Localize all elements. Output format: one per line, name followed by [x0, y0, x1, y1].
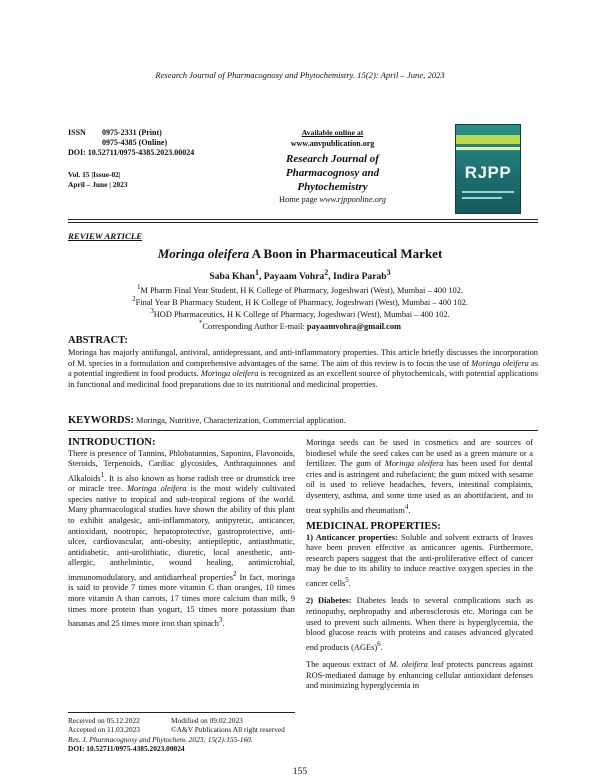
abstract-part: as a potential ingredient in food products.	[68, 358, 538, 379]
page-number: 155	[292, 766, 308, 777]
issn-label: ISSN	[68, 128, 86, 137]
intro-part: There is presence of Tannins, Phlobatannins, Saponins, Flavonoids, Steroids, Terpenoids, Cardiac glycosides, Anthraquinones and Alkaloids	[68, 448, 295, 483]
keywords	[68, 415, 538, 426]
publisher-site-link[interactable]: www.anvpublication.org	[290, 139, 375, 148]
intro-part: . It is also known as horse radish tree or drumstick tree or miracle tree.	[68, 473, 295, 494]
citation-sup: 5	[345, 575, 349, 584]
corresponding-sup: *	[198, 319, 203, 327]
introduction-heading: INTRODUCTION:	[68, 437, 156, 448]
volume-period: April – June | 2023	[68, 179, 128, 189]
corresponding-author	[0, 318, 600, 332]
keywords-text: Moringa, Nutritive, Characterization, Commercial application.	[133, 416, 346, 425]
citation-sup: 3	[218, 616, 223, 625]
volume-issue: Vol. 15 |Issue-02|	[68, 170, 121, 179]
affiliation-text: Final Year B Pharmacy Student, H K College of Pharmacy, Jogeshwari (West), Mumbai – 400 102.	[135, 297, 468, 307]
rights-notice: ©A&V Publications All right reserved	[171, 725, 285, 735]
diabetes-end: .	[380, 642, 383, 652]
diabetes-label: 2) Diabetes:	[306, 596, 352, 606]
extract-part: The aqueous extract of	[306, 660, 390, 670]
uses-part: has been used for dental cries and is astringent and rubefacient; the gum mixed with sesame oil is used to relieve headaches, fevers, intestinal complaints, dysentery, asthma, and some time used as an abortifacient, and to treat syphilis and rheumatism	[306, 459, 533, 515]
abstract-italic: Moringa oleifera	[200, 369, 259, 379]
citation-sup: 1	[100, 470, 105, 479]
masthead	[255, 128, 410, 205]
running-head: Research Journal of Pharmacognosy and Phytochemistry. 15(2): April – June, 2023	[155, 70, 445, 80]
article-history	[68, 716, 295, 754]
journal-name-line2: Pharmacognosy and Phytochemistry	[285, 167, 380, 193]
issn-block	[68, 128, 194, 158]
available-online-link[interactable]: Available online at	[301, 128, 364, 137]
history-row	[68, 716, 295, 725]
extract-part: leaf protects pancreas against ROS-mediated damage by enhancing cellular antioxidant defenses and minimizing hyperglycemia in	[306, 660, 533, 691]
abstract-part: Moringa has majorly antifungal, antiviral, antidepressant, and anti-inflammatory properties. This article briefly discusses the incorporation of M. species in a formulation and comprehensive advantages of the same. The aim of this review is to focus the use of	[68, 348, 538, 368]
author-name: Saba Khan	[209, 271, 255, 283]
abstract-part: is recognized as an excellent source of phytochemicals, with potential applications in functional and medicinal food preparations due to its nutritional and medicinal properties.	[68, 369, 538, 389]
cover-strip-short	[462, 197, 502, 199]
column-right	[306, 438, 533, 692]
anticancer-paragraph	[306, 533, 533, 590]
uses-part: .	[408, 505, 411, 515]
issn-online: 0975-4385 (Online)	[102, 138, 168, 147]
author-name: Indira Parab	[333, 271, 387, 283]
home-page	[255, 194, 410, 205]
accepted-date: Accepted on 11.03.2023	[68, 725, 140, 735]
keywords-divider	[68, 430, 538, 431]
journal-cover-image	[455, 124, 521, 214]
header-divider-bottom	[68, 222, 538, 223]
cover-band-thin	[456, 147, 520, 150]
abstract-text	[68, 348, 538, 390]
keywords-heading: KEYWORDS:	[68, 415, 134, 426]
article-type: REVIEW ARTICLE	[68, 231, 143, 241]
footer-divider	[68, 712, 295, 713]
uses-paragraph	[306, 438, 533, 516]
anticancer-label: 1) Anticancer properties:	[306, 532, 398, 542]
journal-name	[255, 152, 410, 194]
citation-line: Res. J. Pharmacognosy and Phytochem. 2023; 15(2):155-160.	[68, 734, 253, 744]
authors: Saba Khan$^1$, Payaam Vohra$^2$, Indira Parab$^3$	[209, 268, 391, 283]
medicinal-properties-heading: MEDICINAL PROPERTIES:	[306, 520, 441, 532]
modified-date: Modified on 09.02.2023	[171, 716, 243, 725]
intro-part: .	[222, 618, 225, 628]
home-url-link[interactable]: www.rjpponline.org	[319, 195, 386, 204]
abstract-heading: ABSTRACT:	[68, 335, 128, 346]
corresponding-label: Corresponding Author E-mail:	[202, 321, 307, 331]
citation-sup: 6	[377, 639, 381, 648]
affiliation-text: M Pharm Final Year Student, H K College of Pharmacy, Jogeshwari (West), Mumbai – 400 102.	[140, 285, 464, 295]
affiliation-sup: 1	[136, 283, 141, 291]
citation-sup: 2	[232, 569, 237, 578]
author-sup: 2	[324, 268, 329, 277]
intro-italic: Moringa oleifera	[127, 484, 187, 494]
aqueous-extract-paragraph	[306, 660, 533, 692]
cover-band	[456, 135, 520, 144]
anticancer-text: Soluble and solvent extracts of leaves have been proven effective as anticancer agents. Furthermore, research papers suggest that the anti-proliferative effect of cancer may be due to its ability to induce reactive oxygen species in the cancer cells	[306, 532, 533, 588]
title-rest: A Boon in Pharmaceutical Market	[249, 246, 443, 261]
author-name: Payaam Vohra	[263, 271, 325, 283]
extract-italic: M. oleifera	[389, 660, 428, 670]
abstract-italic: Moringa oleifera	[471, 358, 529, 368]
received-date: Received on 05.12.2022	[68, 716, 140, 725]
footer-doi: DOI: 10.52711/0975-4385.2023.00024	[68, 744, 185, 754]
diabetes-text: Diabetes leads to several complications such as retinopathy, nephropathy and atherosclerosis etc. Moringa can be used to prevent such ailments. When there is hyperglycemia, the blood glucose reacts with proteins and causes advanced glycated end products (AGEs)	[306, 596, 533, 652]
uses-italic: Moringa oleifera	[384, 459, 444, 469]
article-title	[0, 246, 600, 262]
uses-part: Moringa seeds can be used in cosmetics and are sources of biodiesel while the seed cakes can be used as a green manure or a fertilizer. The gum of	[306, 438, 533, 469]
home-label: Home page	[278, 195, 320, 204]
corresponding-email-link[interactable]: payaamvohra@gmail.com	[306, 321, 402, 331]
affiliation-sup: 3	[150, 307, 154, 315]
author-sup: 3	[386, 268, 391, 277]
history-row	[68, 725, 295, 734]
diabetes-paragraph	[306, 596, 533, 653]
intro-part: is the most widely cultivated species native to tropical and sub-tropical regions of the world. Many pharmacological studies have shown the ability of this plant to exhibit analgesic, anti-inflammatory, antipyretic, anticancer, antioxidant, nootropic, hepatoprotective, gastroprotective, anti-ulcer, cardiovascular, anti-obesity, antiepileptic, antiasthmatic, antidiabetic, anti-urolithiatic, diuretic, local anesthetic, anti-allergic, anthelmintic, wound healing, antimicrobial, immunomodulatory, and antidiarrheal properties	[68, 484, 296, 582]
cover-logo: RJPP	[464, 163, 512, 182]
anticancer-end: .	[348, 578, 351, 588]
intro-part: In fact, moringa is said to provide 7 times more vitamin C than oranges, 10 times more vitamin A than carrots, 17 times more calcium than milk, 9 times more protein than yogurt, 15 times more potassium than bananas and 25 times more iron than spinach	[68, 572, 295, 628]
citation-sup: 4	[404, 502, 409, 511]
title-species: Moringa oleifera	[157, 246, 250, 261]
volume-block	[68, 170, 128, 189]
journal-name-line1: Research Journal of	[286, 153, 379, 165]
doi-header: DOI: 10.52711/0975-4385.2023.00024	[68, 148, 195, 157]
header-divider-top	[68, 219, 538, 220]
issn-print: 0975-2331 (Print)	[102, 128, 162, 137]
cover-strip	[462, 191, 514, 193]
affiliation-text: HOD Pharmaceutics, H K College of Pharmacy, Jogeshwari (West), Mumbai – 400 102.	[153, 309, 450, 319]
introduction-paragraph	[68, 449, 295, 630]
affiliation-sup: 2	[132, 295, 136, 303]
author-sup: 1	[254, 268, 259, 277]
column-left	[68, 438, 295, 629]
